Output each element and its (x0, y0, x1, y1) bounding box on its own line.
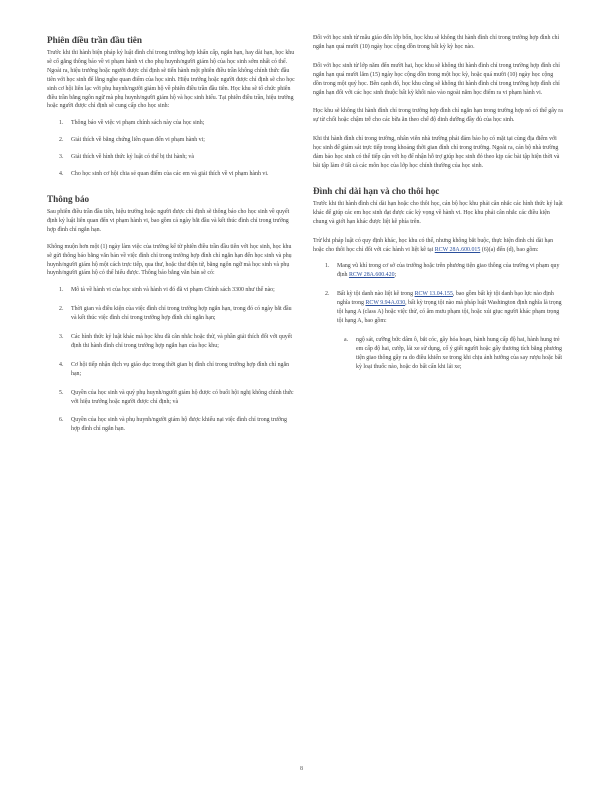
paragraph-notice-1: Sau phiên điều trần đầu tiên, hiệu trưởng hoặc người được chỉ định sẽ thông báo cho học sinh về quyết định kỷ luật liên quan đến vi phạm hành vi, bao gồm cả ngày bắt đầu và kết thúc đình chỉ trong trường hợp đình chỉ ngắn hạn. (47, 208, 290, 233)
list-item: 2. Thời gian và điều kiện của việc đình chỉ trong trường hợp ngắn hạn, trong đó có ngày bắt đầu và kết thúc việc đình chỉ trong trường hợp đình chỉ ngắn hạn; (59, 306, 292, 322)
paragraph-long-term-2: Trừ khi pháp luật có quy định khác, học khu có thể, nhưng không bắt buộc, thực hiện đình chỉ dài hạn hoặc cho thôi học chỉ đối với các hành vi liệt kê tại RCW 28A.600.015 (6)(a) đến (d), bao gồm: (313, 237, 554, 253)
right-column (313, 34, 563, 371)
list-offenses (313, 262, 563, 371)
page-number: 8 (300, 766, 303, 772)
heading-notice: Thông báo (47, 193, 90, 204)
list-item: 3. Giải thích về hình thức kỷ luật có thể bị thi hành; và (59, 154, 194, 161)
list-item: 3. Các hình thức kỷ luật khác mà học khu đã cân nhắc hoặc thử, và phần giải thích đối với quyết định thi hành đình chỉ trong trường hợp ngắn hạn của học khu; (59, 334, 293, 349)
sub-list-item: a. ngộ sát, cưỡng bức dâm ô, bắt cóc, gây hỏa hoạn, hành hung cấp độ hai, hành hung trẻ em cấp độ hai, cướp, lái xe sử dụng, cố ý giết người hoặc gây thương tích bằng phương tiện giao thông gây ra do điều khiển xe trong khi chịu ảnh hưởng của say rượu hoặc bất kỳ loại thuốc nào, hoặc do bất cẩn khi lái xe; (344, 336, 562, 370)
left-column (47, 34, 295, 434)
list-item: 1. Mang vũ khí trong cơ sở của trường hoặc trên phương tiện giao thông của trường vi phạm quy định RCW 28A.600.420; (325, 263, 560, 279)
paragraph-notice-2: Không muộn hơn một (1) ngày làm việc của trường kể từ phiên điều trần đầu tiên với học sinh, học khu sẽ gửi thông báo bằng văn bản về việc đình chỉ trong trường hợp đình chỉ ngắn hạn đến học sinh và phụ huynh/người giám hộ một cách trực tiếp, qua thư, hoặc thư điện tử, bằng ngôn ngữ mà học sinh và phụ huynh/người giám hộ có thể hiểu được. Thông báo bằng văn bản sẽ có: (47, 243, 292, 277)
rcw-link[interactable]: RCW 13.04.155 (414, 291, 453, 298)
list-item: 4. Cơ hội tiếp nhận dịch vụ giáo dục trong thời gian bị đình chỉ trong trường hợp đình chỉ ngắn hạn; (59, 361, 290, 377)
rcw-link[interactable]: RCW 9.94A.030 (365, 300, 406, 307)
rcw-link[interactable]: RCW 28A.600.420 (348, 272, 395, 279)
list-item: 2. Bất kỳ tội danh nào liệt kê trong RCW 13.04.155, bao gồm bất kỳ tội danh bạo lực nào định nghĩa trong RCW 9.94A.030, bất kỳ trọng tội nào mà pháp luật Washington định nghĩa là trọng tội hạng A (class A) hoặc việc thử, có âm mưu phạm tội, hoặc xúi giục người khác phạm trọng tội hạng A, bao gồm: (325, 291, 562, 324)
list-item: 1. Mô tả về hành vi của học sinh và hành vi đó đã vi phạm Chính sách 3300 như thế nào; (59, 287, 275, 294)
paragraph-in-school-suspension: Khi thi hành đình chỉ trong trường, nhân viên nhà trường phải đảm bảo họ có mặt tại cùng địa điểm với học sinh để giám sát trực tiếp trong khoảng thời gian đình chỉ trong trường. Ngoài ra, cán bộ nhà trường đảm bảo học sinh có thể tiếp cận với họ để nhận hỗ trợ giúp học sinh đó theo kịp các bài tập hiện thời và bài tập làm ở tất cả các môn học của lớp học chính thường của học sinh. (313, 136, 560, 169)
list-item: 4. Cho học sinh cơ hội chia sẻ quan điểm của các em và giải thích về vi phạm hành vi. (59, 171, 269, 178)
list-item: 2. Giải thích về bằng chứng liên quan đến vi phạm hành vi; (59, 137, 205, 144)
list-item: 1. Thông báo về việc vi phạm chính sách này của học sinh; (59, 120, 205, 127)
list-item: 5. Quyền của học sinh và quý phụ huynh/người giám hộ được có buổi hội nghị không chính thức với hiệu trưởng hoặc người được chỉ định; và (59, 389, 294, 405)
list-item: 6. Quyền của học sinh và phụ huynh/người giám hộ được khiếu nại việc đình chỉ trong trường hợp đình chỉ ngắn hạn. (59, 417, 287, 433)
rcw-link[interactable]: RCW 28A.600.015 (434, 246, 481, 253)
paragraph-long-term-1: Trước khi thi hành đình chỉ dài hạn hoặc cho thôi học, cán bộ học khu phải cân nhắc các hình thức kỷ luật khác để giúp các em học sinh đạt được các kỳ vọng về hành vi. Học khu phải cân nhắc các điều kiện chung và giới hạn khác được liệt kê phía trên. (313, 200, 563, 225)
paragraph-first-hearing: Trước khi thi hành biện pháp kỷ luật đình chỉ trong trường hợp khẩn cấp, ngắn hạn, hay dài hạn, học khu sẽ cố gắng thông báo về vi phạm hành vi cho phụ huynh/người giám hộ của học sinh sớm nhất có thể. Ngoài ra, hiệu trưởng hoặc người được chỉ định sẽ tiến hành một phiên điều trần không chính thức đầu tiên với học sinh để lắng nghe quan điểm của học sinh. Hiệu trưởng hoặc người được chỉ định sẽ cho học sinh cơ hội liên lạc với phụ huynh/người giám hộ về phiên điều trần đầu tiên. Học khu sẽ tổ chức phiên điều trần bằng ngôn ngữ mà phụ huynh/người giám hộ và học sinh hiểu. Tại phiên điều trần, hiệu trưởng hoặc người được chỉ định sẽ cung cấp cho học sinh: (47, 50, 295, 110)
paragraph-k4-limit: Đối với học sinh từ mẫu giáo đến lớp bốn, học khu sẽ không thi hành đình chỉ trong trường hợp đình chỉ ngắn hạn quá mười (10) ngày học cộng dồn trong bất kỳ kỳ học nào. (313, 35, 560, 50)
paragraph-meals: Học khu sẽ không thi hành đình chỉ trong trường hợp đình chỉ ngắn hạn trong trường hợp nó có thể gây ra sự từ chối hoặc chậm trễ cho các bữa ăn theo chế độ dinh dưỡng đầy đủ của học sinh. (313, 108, 563, 124)
heading-long-term-suspension: Đình chỉ dài hạn và cho thôi học (313, 185, 440, 196)
list-hearing-items (47, 119, 295, 179)
paragraph-5-12-limit: Đối với học sinh từ lớp năm đến mười hai, học khu sẽ không thi hành đình chỉ trong trường hợp đình chỉ ngắn hạn quá mười lăm (15) ngày học cộng dồn trong một học kỳ, hoặc quá mười (10) ngày học cộng dồn trong một quý học. Bên cạnh đó, học khu cũng sẽ không thi hành đình chỉ trong trường hợp đình chỉ ngắn hạn đối với các học sinh thuộc bất kỳ khối nào vào ngoài năm học điểm ra vi phạm hành vi. (313, 62, 560, 96)
heading-first-hearing: Phiên điều trần đầu tiên (47, 35, 142, 45)
list-notice-items (47, 286, 295, 434)
